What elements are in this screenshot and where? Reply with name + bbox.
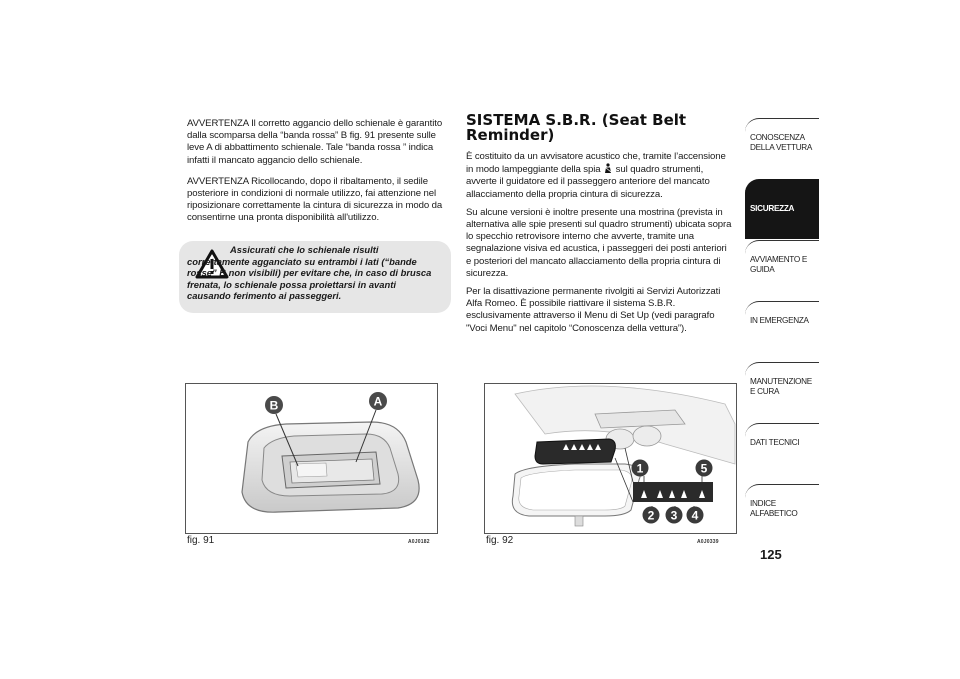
- svg-text:5: 5: [700, 461, 708, 476]
- section-title: SISTEMA S.B.R. (Seat Belt Reminder): [466, 111, 687, 144]
- left-column: [187, 118, 449, 234]
- tab-dati-tecnici[interactable]: [745, 423, 819, 483]
- tab-label: IN EMERGENZA: [750, 316, 809, 325]
- svg-text:A: A: [373, 394, 383, 409]
- tab-label: AVVIAMENTO E GUIDA: [750, 255, 808, 274]
- tab-label: SICUREZZA: [750, 204, 795, 213]
- svg-text:3: 3: [670, 508, 678, 523]
- tab-avviamento-e-guida[interactable]: [745, 240, 819, 300]
- sbr-paragraph-1: È costituito da un avvisatore acustico che, tramite l’accensione in modo lampeggiante della spia sul quadro strumenti, avverte il guidatore ed il passeggero anteriore del mancato allacciamento della propria cintura di sicurezza.: [466, 151, 726, 200]
- right-column: [466, 151, 734, 341]
- seat-belt-icon: [603, 163, 613, 173]
- figure-92-caption: fig. 92: [486, 535, 514, 546]
- svg-text:B: B: [269, 398, 279, 413]
- tab-label: INDICE ALFABETICO: [750, 499, 798, 518]
- warning-box: [179, 241, 451, 313]
- warning-text: Assicurati che lo schienale risulti correttamente agganciato su entrambi i lati (“bande rosse” B non visibili) per evitare che, in caso di brusca frenata, lo schienale possa proiettarsi in avanti causando ferimento ai passeggeri.: [187, 244, 432, 302]
- figure-91-caption: fig. 91: [187, 535, 215, 546]
- figure-91-code: A0J0182: [408, 539, 430, 545]
- tab-label: MANUTENZIONE E CURA: [750, 377, 812, 396]
- tab-in-emergenza[interactable]: [745, 301, 819, 361]
- figure-91-illustration: [186, 384, 437, 533]
- tab-indice-alfabetico[interactable]: [745, 484, 819, 544]
- tab-conoscenza-della-vettura[interactable]: [745, 118, 819, 178]
- svg-text:2: 2: [647, 508, 655, 523]
- tab-sicurezza[interactable]: [745, 179, 819, 239]
- sbr-paragraph-3: Per la disattivazione permanente rivolgiti ai Servizi Autorizzati Alfa Romeo. È possibile riattivare il sistema S.B.R. esclusivamente attraverso il Menu di Set Up (vedi paragrafo "Voci Menu" nel capitolo “Conoscenza della vettura”).: [466, 286, 721, 334]
- chapter-sidebar: [745, 118, 819, 545]
- figure-91: [185, 383, 438, 534]
- figure-92: [484, 383, 737, 534]
- figure-92-illustration: [485, 384, 736, 533]
- tab-label: CONOSCENZA DELLA VETTURA: [750, 133, 813, 152]
- tab-label: DATI TECNICI: [750, 438, 800, 447]
- warning-paragraph-1: AVVERTENZA Il corretto aggancio dello schienale è garantito dalla scomparsa della “banda rossa” B fig. 91 presente sulle leve A di abbattimento schienale. Tale “banda rossa ” indica infatti il mancato aggancio dello schienale.: [187, 118, 443, 166]
- sbr-paragraph-2: Su alcune versioni è inoltre presente una mostrina (prevista in alternativa alle spie presenti sul quadro strumenti) ubicata sopra lo specchio retrovisore interno che avverte, tramite una segnalazione visiva ed acustica, i passeggeri dei posti anteriori e posteriori del mancato allacciamento della propria cintura di sicurezza.: [466, 206, 732, 279]
- svg-text:1: 1: [636, 461, 644, 476]
- tab-manutenzione-e-cura[interactable]: [745, 362, 819, 422]
- svg-text:4: 4: [691, 508, 699, 523]
- warning-paragraph-2: AVVERTENZA Ricollocando, dopo il ribaltamento, il sedile posteriore in condizioni di normale utilizzo, fai attenzione nel riposizionare correttamente la cintura di sicurezza in modo da consentirne una pronta disponibilità all'utilizzo.: [187, 175, 443, 224]
- page-number: 125: [760, 547, 782, 562]
- figure-92-code: A0J0339: [697, 539, 719, 545]
